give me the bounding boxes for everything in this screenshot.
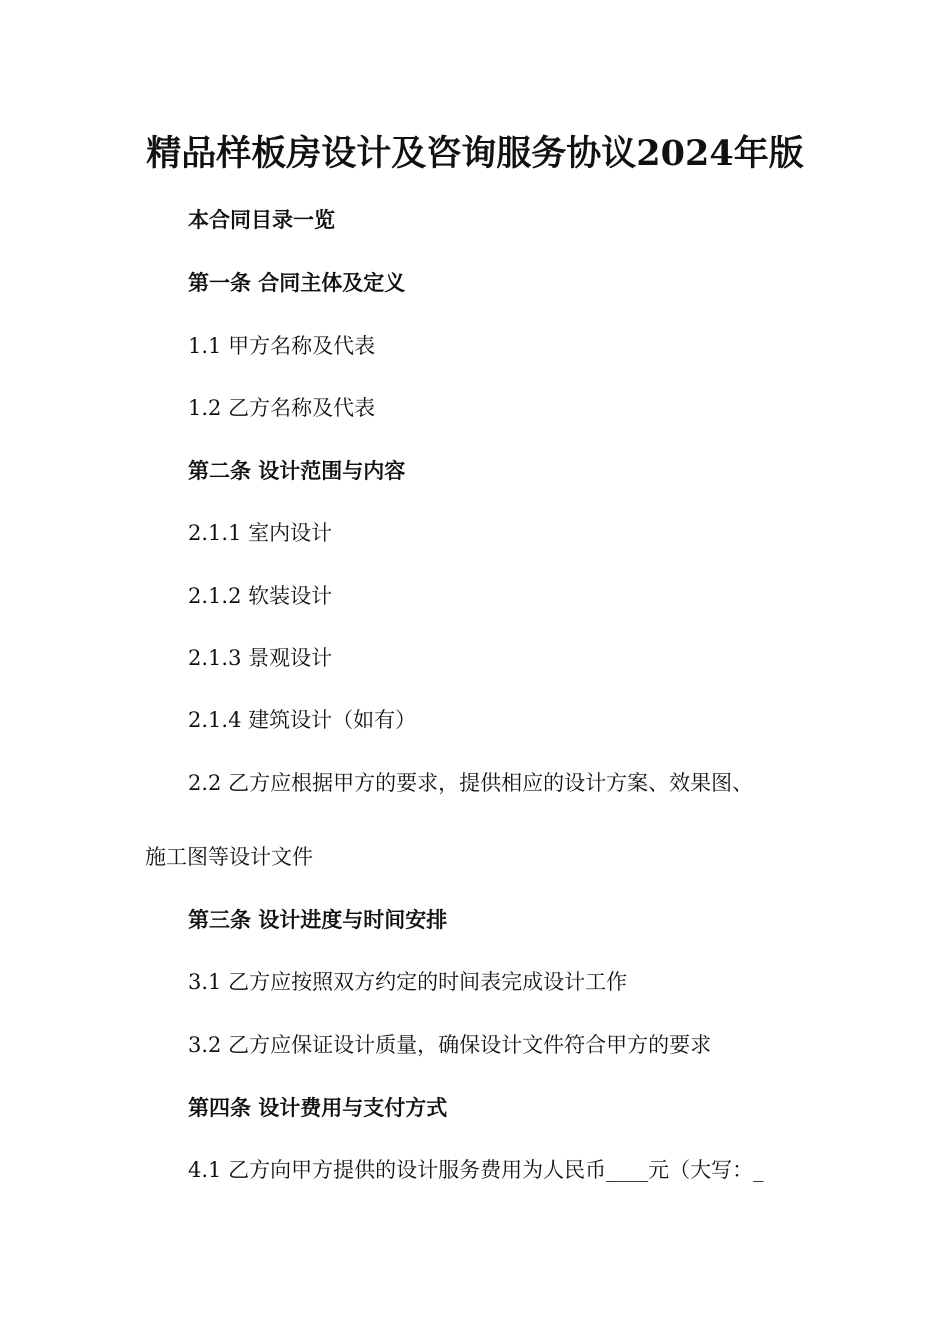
clause-2-1-2: 2.1.2 软装设计 bbox=[188, 584, 333, 608]
clause-2-1-4: 2.1.4 建筑设计（如有） bbox=[188, 708, 417, 732]
clause-2-2-continued: 施工图等设计文件 bbox=[145, 845, 313, 869]
article-2-heading: 第二条 设计范围与内容 bbox=[188, 458, 406, 483]
clause-1-1: 1.1 甲方名称及代表 bbox=[188, 334, 376, 358]
clause-2-2: 2.2 乙方应根据甲方的要求，提供相应的设计方案、效果图、 bbox=[188, 771, 754, 795]
article-3-heading: 第三条 设计进度与时间安排 bbox=[188, 907, 448, 932]
clause-2-1-1: 2.1.1 室内设计 bbox=[188, 521, 333, 545]
clause-2-1-3: 2.1.3 景观设计 bbox=[188, 646, 333, 670]
toc-heading: 本合同目录一览 bbox=[188, 207, 335, 232]
clause-3-1: 3.1 乙方应按照双方约定的时间表完成设计工作 bbox=[188, 970, 628, 994]
article-4-heading: 第四条 设计费用与支付方式 bbox=[188, 1095, 448, 1120]
article-1-heading: 第一条 合同主体及定义 bbox=[188, 270, 406, 295]
clause-1-2: 1.2 乙方名称及代表 bbox=[188, 396, 376, 420]
clause-4-1: 4.1 乙方向甲方提供的设计服务费用为人民币____元（大写：_ bbox=[188, 1158, 764, 1182]
clause-3-2: 3.2 乙方应保证设计质量，确保设计文件符合甲方的要求 bbox=[188, 1033, 712, 1057]
document-title: 精品样板房设计及咨询服务协议2024年版 bbox=[146, 133, 804, 174]
